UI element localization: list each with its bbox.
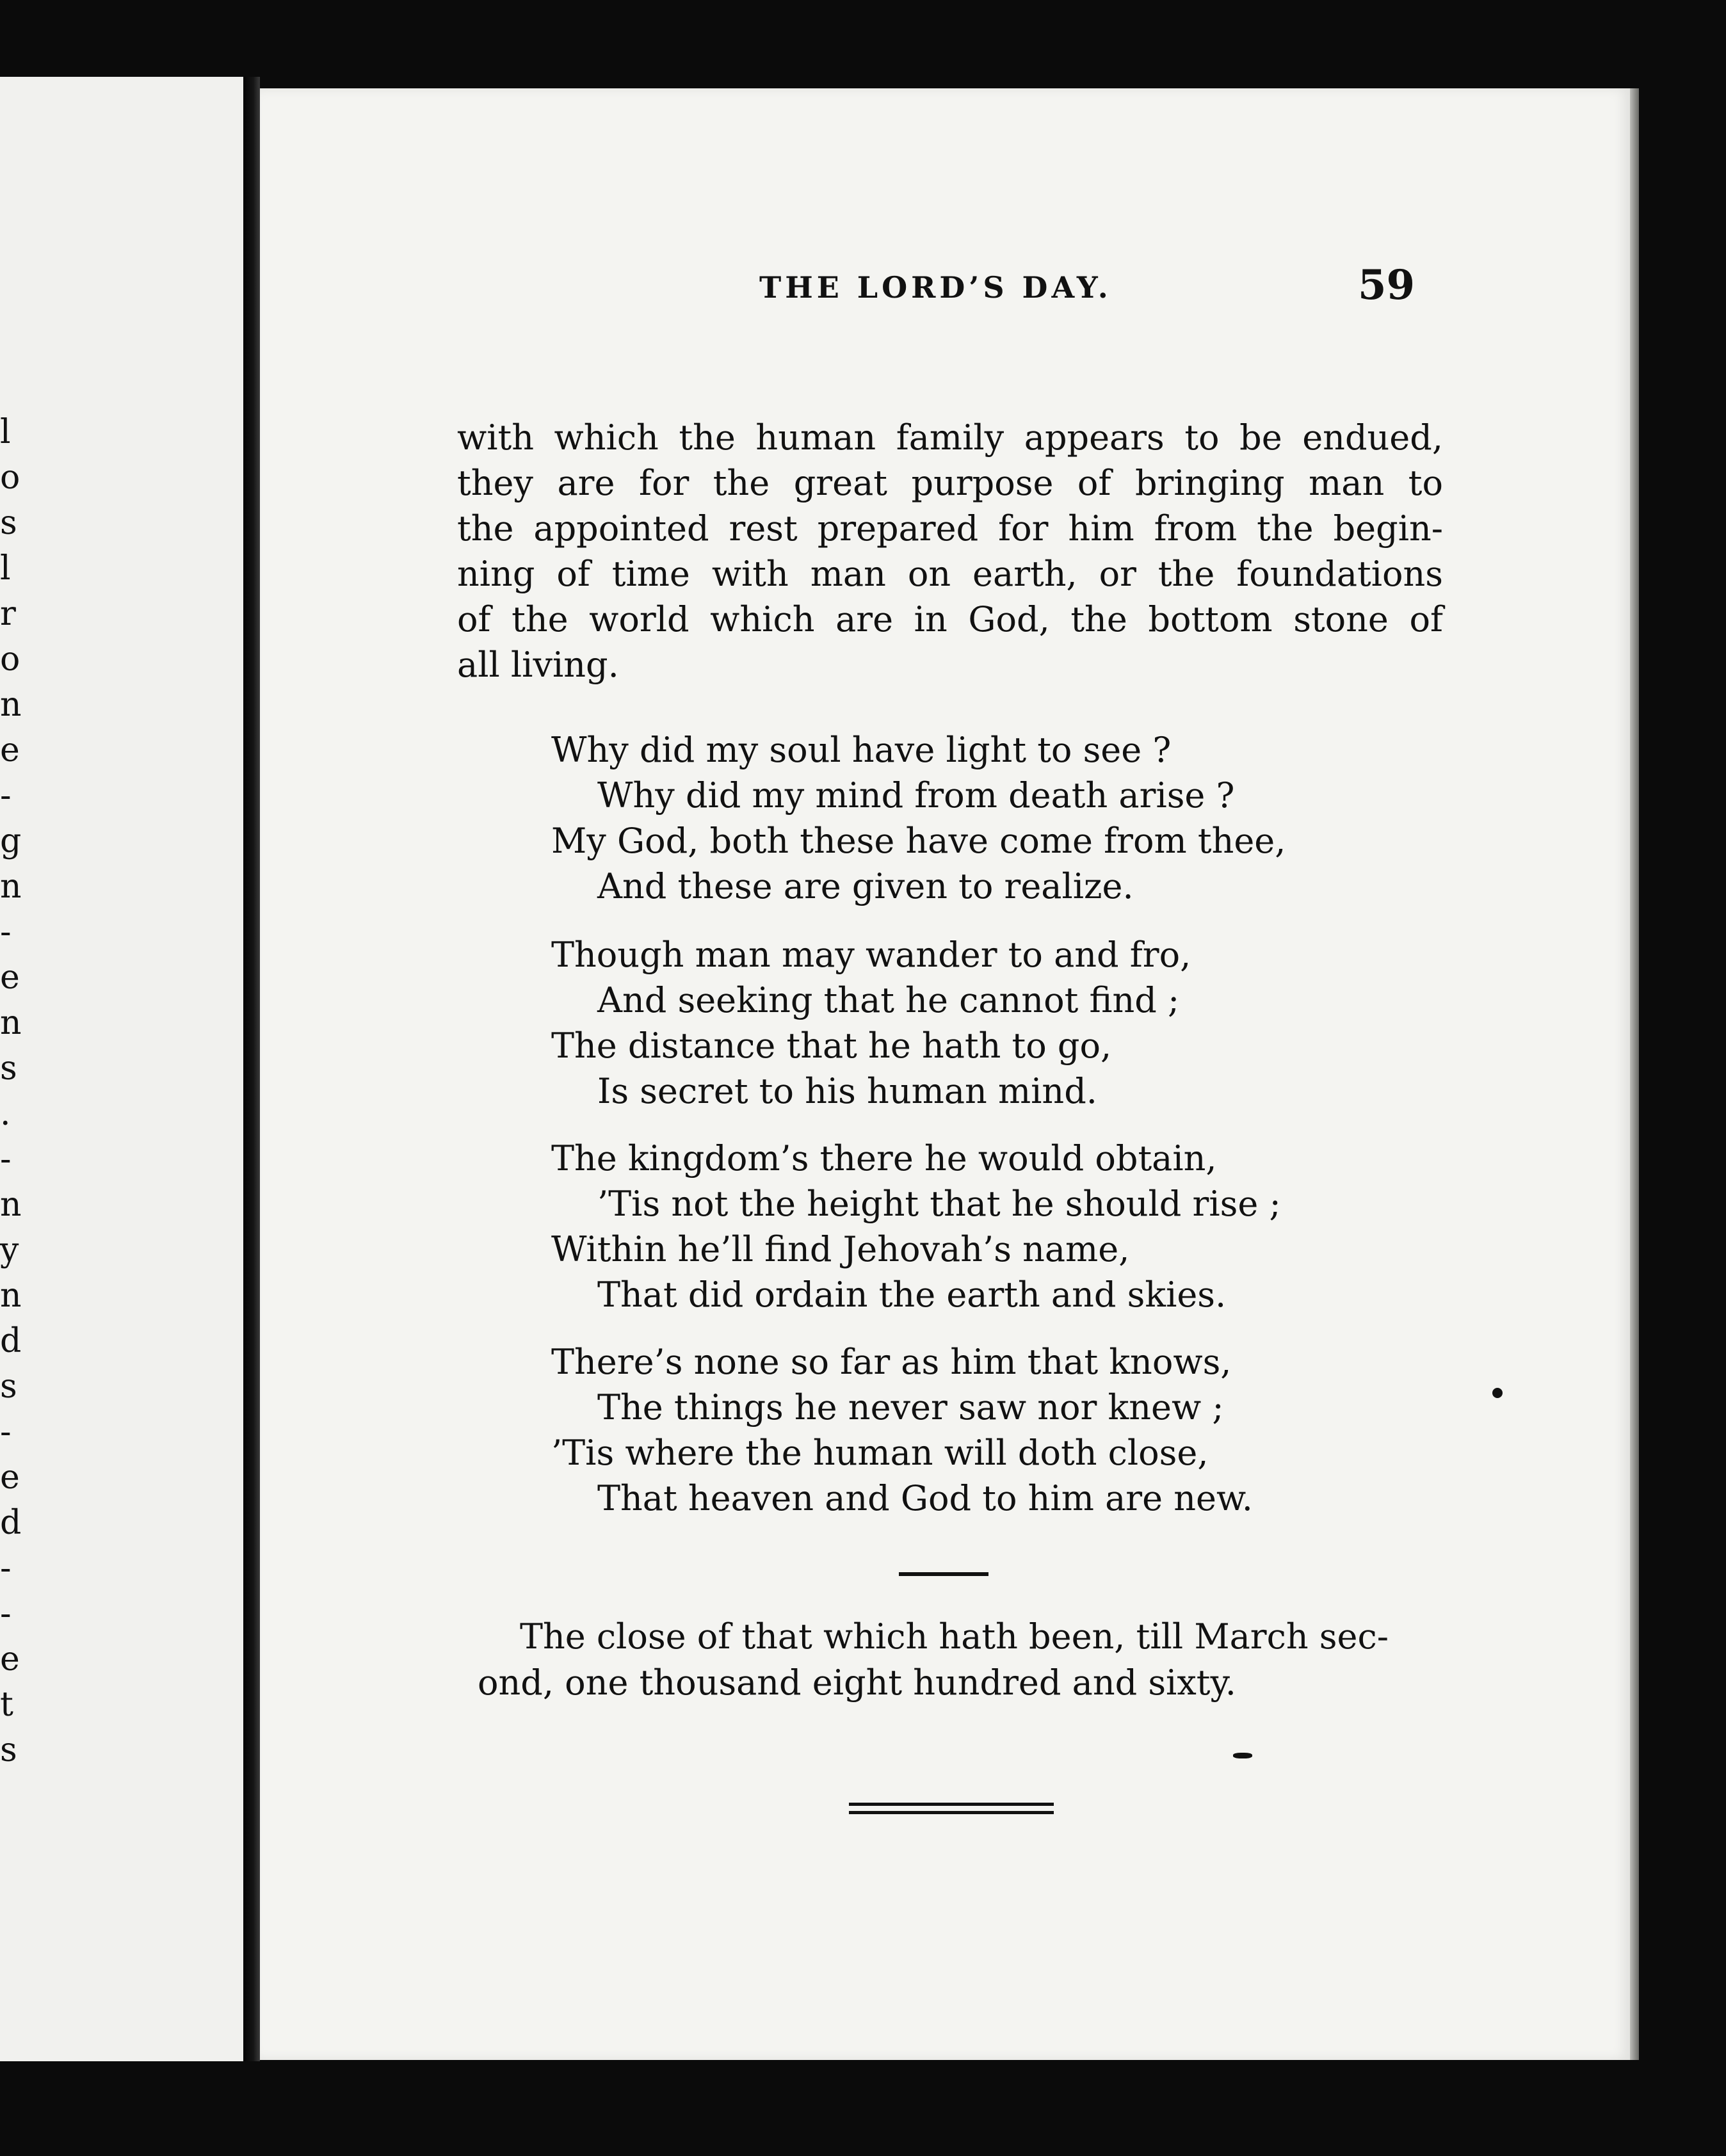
text-line: The close of that which hath been, till March sec- [520,1616,1389,1657]
left-edge-letter: s [0,1731,17,1769]
left-edge-letter: n [0,1004,22,1042]
left-edge-letter: . [0,1095,11,1133]
left-edge-letter: - [0,1140,12,1179]
page-59 [260,88,1630,2060]
left-edge-letter: l [0,549,11,588]
left-edge-letter: n [0,1276,22,1315]
text-line: ning of time with man on earth, or the foundations [457,554,1443,594]
left-facing-page [0,77,243,2061]
text-line: all living. [457,645,619,685]
left-edge-letter: - [0,913,12,951]
page-fore-edge [1630,88,1639,2060]
left-edge-letter: s [0,1367,17,1406]
left-edge-letter: o [0,640,20,679]
verse-line: That did ordain the earth and skies. [597,1275,1227,1315]
verse-line: The distance that he hath to go, [551,1026,1112,1066]
left-page-edge-letters [0,410,26,1773]
left-edge-letter: - [0,1413,12,1451]
left-edge-letter: - [0,1549,12,1588]
text-line: the appointed rest prepared for him from the begin- [457,508,1443,549]
ink-speck [1233,1753,1252,1758]
left-edge-letter: d [0,1504,22,1542]
left-edge-letter: - [0,776,12,815]
left-edge-letter: s [0,504,17,542]
left-edge-letter: g [0,822,22,860]
stanza-2 [551,932,1191,1114]
verse-line: The kingdom’s there he would obtain, [551,1138,1217,1179]
end-double-rule [849,1803,1054,1814]
running-title: THE LORD’S DAY. [759,270,1112,305]
verse-line: That heaven and God to him are new. [597,1478,1253,1518]
verse-line: Why did my soul have light to see ? [551,730,1172,770]
left-edge-letter: d [0,1322,22,1360]
left-edge-letter: s [0,1049,17,1088]
verse-line: Though man may wander to and fro, [551,935,1191,975]
left-edge-letter: e [0,731,20,769]
running-head [260,261,1630,325]
left-edge-letter: n [0,1186,22,1224]
ink-speck [1492,1388,1503,1398]
left-edge-letter: n [0,867,22,906]
stanza-3 [551,1136,1281,1317]
stanza-4 [551,1339,1253,1521]
page-number: 59 [1358,261,1415,309]
text-line: ond, one thousand eight hundred and sixty. [478,1662,1236,1703]
left-edge-letter: n [0,686,22,724]
verse-line: There’s none so far as him that knows, [551,1342,1232,1382]
text-line: of the world which are in God, the bottom stone of [457,599,1443,640]
left-edge-letter: e [0,958,20,997]
text-line: with which the human family appears to be endued, [457,417,1443,458]
left-edge-letter: r [0,595,16,633]
verse-line: Within he’ll find Jehovah’s name, [551,1229,1130,1269]
left-edge-letter: l [0,413,11,451]
left-edge-letter: - [0,1595,12,1633]
verse-line: Why did my mind from death arise ? [597,775,1235,816]
verse-line: And seeking that he cannot find ; [597,980,1180,1020]
verse-line: My God, both these have come from thee, [551,821,1286,861]
left-edge-letter: e [0,1640,20,1678]
left-edge-letter: t [0,1685,13,1724]
verse-line: ’Tis not the height that he should rise ; [597,1184,1281,1224]
left-edge-letter: y [0,1231,19,1269]
verse-line: Is secret to his human mind. [597,1071,1097,1111]
verse-line: The things he never saw nor knew ; [597,1387,1224,1428]
left-edge-letter: o [0,458,20,497]
section-divider-rule [899,1572,988,1576]
text-line: they are for the great purpose of bringing man to [457,463,1443,503]
verse-line: And these are given to realize. [597,866,1134,906]
opening-paragraph [457,415,1443,688]
left-edge-letter: e [0,1458,20,1497]
verse-line: ’Tis where the human will doth close, [551,1433,1209,1473]
stanza-1 [551,727,1286,909]
closing-note [478,1614,1387,1706]
book-spine [243,77,260,2061]
